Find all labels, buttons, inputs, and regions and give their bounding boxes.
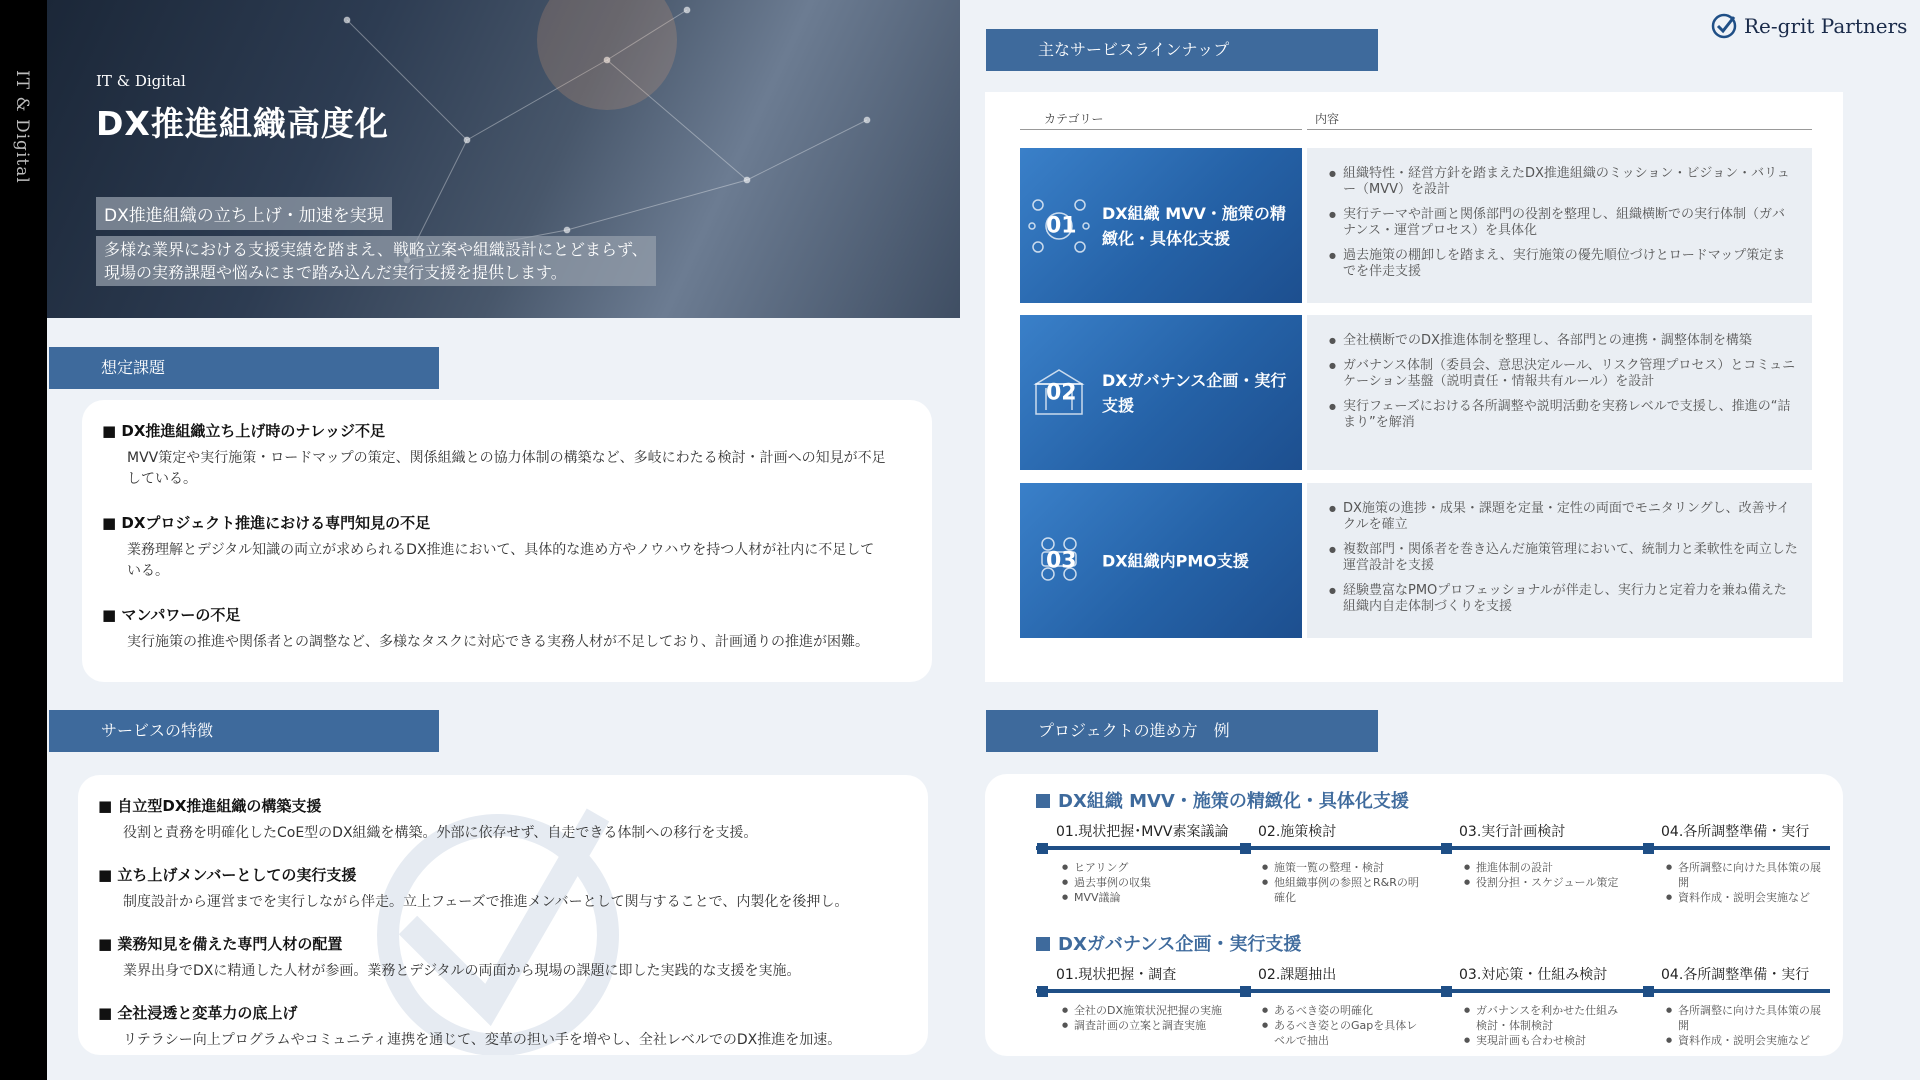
feature-title: ■ 業務知見を備えた専門人材の配置 (98, 935, 343, 953)
hero-subtitle: DX推進組織の立ち上げ・加速を実現 (96, 197, 392, 230)
timeline-marker (1441, 986, 1452, 997)
list-item: ● MVV議論 (1062, 890, 1222, 905)
step-list (1262, 1003, 1422, 1048)
issue-item (102, 512, 887, 582)
issue-body: MVV策定や実行施策・ロードマップの策定、関係組織との協力体制の構築など、多岐にわたる検討・計画への知見が不足している。 (127, 450, 886, 487)
list-item: ● 各所調整に向けた具体策の展開 (1666, 860, 1826, 890)
list-item: ● 経験豊富なPMOプロフェッショナルが伴走し、実行力と定着力を兼ね備えた組織内自走体制づくりを支援 (1329, 583, 1798, 615)
timeline-marker (1441, 843, 1452, 854)
flow-title-text: DX組織 MVV・施策の精緻化・具体化支援 (1058, 791, 1409, 812)
step-list (1464, 1003, 1624, 1048)
hero-description: 多様な業界における支援実績を踏まえ、戦略立案や組織設計にとどまらず、現場の実務課題や悩みにまで踏み込んだ実行支援を提供します。 (96, 236, 656, 286)
feature-body: リテラシー向上プログラムやコミュニティ連携を通じて、変革の担い手を増やし、全社レベルでのDX推進を加速。 (123, 1032, 842, 1048)
list-item: ● 資料作成・説明会実施など (1666, 1033, 1826, 1048)
list-item: ● 実行フェーズにおける各所調整や説明活動を実務レベルで支援し、推進の“詰まり”を解消 (1329, 399, 1798, 431)
column-content: 内容 (1307, 110, 1812, 130)
feature-item (98, 864, 848, 911)
feature-item (98, 933, 801, 980)
service-title: DX組織内PMO支援 (1102, 551, 1249, 570)
list-item: ● ヒアリング (1062, 860, 1222, 875)
flow-title-text: DXガバナンス企画・実行支援 (1058, 934, 1302, 955)
list-item: ● 過去事例の収集 (1062, 875, 1222, 890)
page-title: DX推進組織高度化 (96, 104, 389, 143)
feature-title: ■ 全社浸透と変革力の底上げ (98, 1004, 298, 1022)
feature-body: 役割と責務を明確化したCoE型のDX組織を構築。外部に依存せず、自走できる体制への移行を支援。 (123, 825, 758, 841)
timeline-marker (1037, 843, 1048, 854)
service-detail-list (1307, 483, 1812, 638)
step-label: 03.実行計画検討 (1459, 824, 1566, 840)
list-item: ● 全社のDX施策状況把握の実施 (1062, 1003, 1222, 1018)
list-item: ● ガバナンス体制（委員会、意思決定ルール、リスク管理プロセス）とコミュニケーション基盤（説明責任・情報共有ルール）を設計 (1329, 358, 1798, 390)
section-issues-header: 想定課題 (49, 347, 439, 389)
step-list (1666, 1003, 1826, 1048)
list-item: ● 役割分担・スケジュール策定 (1464, 875, 1624, 890)
side-label: IT & Digital (12, 70, 32, 184)
list-item: ● 施策一覧の整理・検討 (1262, 860, 1422, 875)
step-list (1262, 860, 1422, 905)
flow-timeline (1036, 989, 1830, 993)
service-tile-02 (1020, 315, 1302, 470)
issue-body: 業務理解とデジタル知識の両立が求められるDX推進において、具体的な進め方やノウハウを持つ人材が社内に不足している。 (127, 542, 875, 579)
service-title: DXガバナンス企画・実行支援 (1102, 370, 1287, 415)
step-label: 04.各所調整準備・実行 (1661, 824, 1810, 840)
list-item: ● 組織特性・経営方針を踏まえたDX推進組織のミッション・ビジョン・バリュー（MVV）を設計 (1329, 166, 1798, 198)
step-label: 04.各所調整準備・実行 (1661, 967, 1810, 983)
timeline-marker (1037, 986, 1048, 997)
step-list (1062, 860, 1222, 905)
section-flow-header: プロジェクトの進め方 例 (986, 710, 1378, 752)
list-item: ● ガバナンスを利かせた仕組み検討・体制検討 (1464, 1003, 1624, 1033)
step-label: 01.現状把握・調査 (1056, 967, 1177, 983)
list-item: ● 調査計画の立案と調査実施 (1062, 1018, 1222, 1033)
flow-title (1036, 787, 1409, 813)
brand-name: Re-grit Partners (1744, 14, 1908, 38)
feature-item (98, 1002, 841, 1049)
square-bullet-icon (1036, 937, 1050, 951)
square-bullet-icon (1036, 794, 1050, 808)
service-number: 03 (1046, 548, 1077, 573)
list-item: ● 実行テーマや計画と関係部門の役割を整理し、組織横断での実行体制（ガバナンス・運営プロセス）を具体化 (1329, 207, 1798, 239)
list-item: ● あるべき姿の明確化 (1262, 1003, 1422, 1018)
list-item: ● 他組織事例の参照とR&Rの明確化 (1262, 875, 1422, 905)
section-lineup-header: 主なサービスラインナップ (986, 29, 1378, 71)
list-item: ● 全社横断でのDX推進体制を整理し、各部門との連携・調整体制を構築 (1329, 333, 1798, 349)
list-item: ● 各所調整に向けた具体策の展開 (1666, 1003, 1826, 1033)
issue-item (102, 604, 887, 653)
service-number: 01 (1046, 213, 1077, 238)
list-item: ● DX施策の進捗・成果・課題を定量・定性の両面でモニタリングし、改善サイクルを確立 (1329, 501, 1798, 533)
timeline-marker (1643, 843, 1654, 854)
feature-item (98, 795, 757, 842)
service-detail-list (1307, 315, 1812, 470)
timeline-marker (1240, 843, 1251, 854)
service-number: 02 (1046, 380, 1077, 405)
flow-timeline (1036, 846, 1830, 850)
step-label: 02.施策検討 (1258, 824, 1337, 840)
hero-tag: IT & Digital (96, 72, 186, 90)
issue-body: 実行施策の推進や関係者との調整など、多様なタスクに対応できる実務人材が不足しており、計画通りの推進が困難。 (127, 634, 869, 650)
step-label: 01.現状把握･MVV素案議論 (1056, 824, 1229, 840)
feature-body: 制度設計から運営までを実行しながら伴走。立上フェーズで推進メンバーとして関与することで、内製化を後押し。 (123, 894, 849, 910)
issue-title: ■ DXプロジェクト推進における専門知見の不足 (102, 514, 431, 532)
list-item: ● 推進体制の設計 (1464, 860, 1624, 875)
brand-logo (1710, 12, 1907, 40)
list-item: ● あるべき姿とのGapを具体レベルで抽出 (1262, 1018, 1422, 1048)
issue-title: ■ DX推進組織立ち上げ時のナレッジ不足 (102, 422, 385, 440)
service-detail-list (1307, 148, 1812, 303)
service-tile-03 (1020, 483, 1302, 638)
column-category: カテゴリー (1020, 110, 1302, 130)
feature-title: ■ 自立型DX推進組織の構築支援 (98, 797, 322, 815)
step-label: 02.課題抽出 (1258, 967, 1337, 983)
check-circle-icon (1710, 12, 1738, 40)
step-list (1464, 860, 1624, 890)
list-item: ● 資料作成・説明会実施など (1666, 890, 1826, 905)
step-label: 03.対応策・仕組み検討 (1459, 967, 1608, 983)
feature-body: 業界出身でDXに精通した人材が参画。業務とデジタルの両面から現場の課題に即した実践的な支援を実施。 (123, 963, 801, 979)
issue-item (102, 420, 887, 490)
flow-title (1036, 930, 1301, 956)
hero-banner (47, 0, 960, 318)
issue-title: ■ マンパワーの不足 (102, 606, 241, 624)
feature-title: ■ 立ち上げメンバーとしての実行支援 (98, 866, 357, 884)
step-list (1062, 1003, 1222, 1033)
list-item: ● 複数部門・関係者を巻き込んだ施策管理において、統制力と柔軟性を両立した運営設計を支援 (1329, 542, 1798, 574)
service-tile-01 (1020, 148, 1302, 303)
section-features-header: サービスの特徴 (49, 710, 439, 752)
service-title: DX組織 MVV・施策の精緻化・具体化支援 (1102, 203, 1286, 248)
timeline-marker (1643, 986, 1654, 997)
step-list (1666, 860, 1826, 905)
list-item: ● 過去施策の棚卸しを踏まえ、実行施策の優先順位づけとロードマップ策定までを伴走支援 (1329, 248, 1798, 280)
list-item: ● 実現計画も合わせ検討 (1464, 1033, 1624, 1048)
timeline-marker (1240, 986, 1251, 997)
